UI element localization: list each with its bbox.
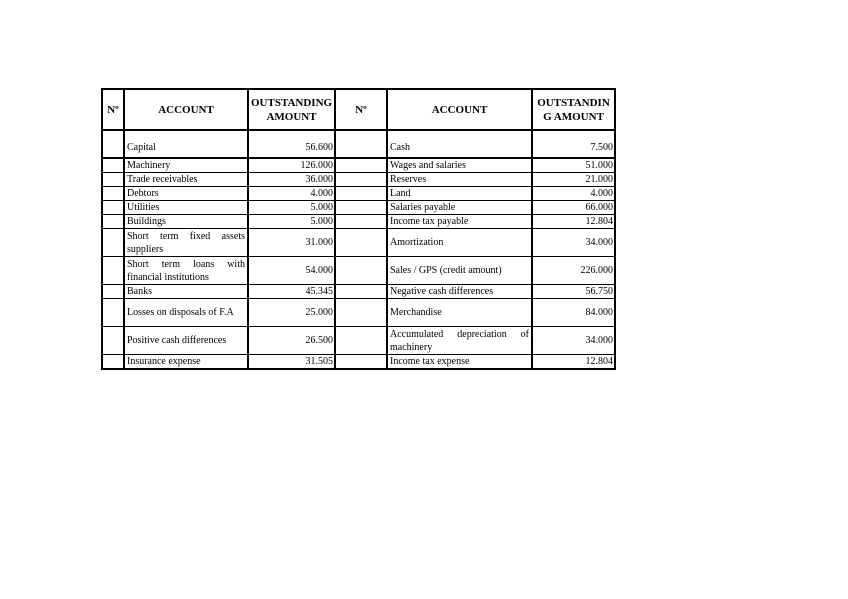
right-amount-cell: 34.000 (532, 327, 615, 355)
left-number-cell (102, 355, 124, 370)
table-row (102, 215, 615, 229)
left-account-cell: Insurance expense (124, 355, 248, 370)
table-row (102, 187, 615, 201)
accounts-balance-table (101, 88, 616, 370)
right-number-cell (335, 327, 387, 355)
left-number-cell (102, 229, 124, 257)
right-amount-cell: 12.804 (532, 215, 615, 229)
left-amount-cell: 5.000 (248, 201, 335, 215)
left-account-cell: Machinery (124, 158, 248, 173)
right-amount-cell: 84.000 (532, 299, 615, 327)
left-account-cell: Short term fixed assets suppliers (124, 229, 248, 257)
table-row (102, 327, 615, 355)
spacer-cell (102, 130, 124, 137)
right-account-cell: Amortization (387, 229, 532, 257)
table-row (102, 285, 615, 299)
right-amount-cell: 7.500 (532, 137, 615, 158)
left-account-cell: Positive cash differences (124, 327, 248, 355)
right-amount-cell: 51.000 (532, 158, 615, 173)
right-account-cell: Merchandise (387, 299, 532, 327)
left-amount-cell: 5.000 (248, 215, 335, 229)
right-number-cell (335, 229, 387, 257)
table-row (102, 173, 615, 187)
right-number-cell (335, 158, 387, 173)
left-amount-cell: 26.500 (248, 327, 335, 355)
right-amount-cell: 12.804 (532, 355, 615, 370)
right-account-cell: Cash (387, 137, 532, 158)
left-amount-cell: 56.600 (248, 137, 335, 158)
left-number-cell (102, 327, 124, 355)
spacer-cell (248, 130, 335, 137)
left-number-cell (102, 158, 124, 173)
right-account-cell: Reserves (387, 173, 532, 187)
spacer-cell (335, 130, 387, 137)
spacer-cell (387, 130, 532, 137)
left-amount-cell: 45.345 (248, 285, 335, 299)
left-amount-cell: 31.000 (248, 229, 335, 257)
right-account-cell: Salaries payable (387, 201, 532, 215)
left-amount-cell: 54.000 (248, 257, 335, 285)
right-number-cell (335, 137, 387, 158)
right-number-cell (335, 201, 387, 215)
left-number-cell (102, 201, 124, 215)
header-right-account: ACCOUNT (387, 89, 532, 130)
right-account-cell: Accumulated depreciation of machinery (387, 327, 532, 355)
left-amount-cell: 25.000 (248, 299, 335, 327)
header-left-number: Nº (102, 89, 124, 130)
left-amount-cell: 4.000 (248, 187, 335, 201)
left-number-cell (102, 257, 124, 285)
left-amount-cell: 31.505 (248, 355, 335, 370)
right-number-cell (335, 187, 387, 201)
right-number-cell (335, 215, 387, 229)
left-account-cell: Utilities (124, 201, 248, 215)
table-row (102, 299, 615, 327)
left-account-cell: Losses on disposals of F.A (124, 299, 248, 327)
left-account-cell: Buildings (124, 215, 248, 229)
left-account-cell: Short term loans with financial institutions (124, 257, 248, 285)
table-row (102, 158, 615, 173)
right-amount-cell: 21.000 (532, 173, 615, 187)
right-number-cell (335, 299, 387, 327)
right-account-cell: Income tax expense (387, 355, 532, 370)
right-amount-cell: 4.000 (532, 187, 615, 201)
spacer-cell (532, 130, 615, 137)
right-amount-cell: 66.000 (532, 201, 615, 215)
left-amount-cell: 36.000 (248, 173, 335, 187)
header-right-amount: OUTSTANDIN G AMOUNT (532, 89, 615, 130)
table-row (102, 201, 615, 215)
left-amount-cell: 126.000 (248, 158, 335, 173)
table-header-row (102, 89, 615, 130)
right-number-cell (335, 355, 387, 370)
right-account-cell: Income tax payable (387, 215, 532, 229)
left-number-cell (102, 215, 124, 229)
header-left-amount: OUTSTANDING AMOUNT (248, 89, 335, 130)
right-account-cell: Land (387, 187, 532, 201)
left-number-cell (102, 299, 124, 327)
right-account-cell: Negative cash differences (387, 285, 532, 299)
table-row (102, 137, 615, 158)
right-account-cell: Wages and salaries (387, 158, 532, 173)
left-number-cell (102, 137, 124, 158)
left-number-cell (102, 187, 124, 201)
right-amount-cell: 56.750 (532, 285, 615, 299)
right-number-cell (335, 285, 387, 299)
table-row (102, 257, 615, 285)
right-number-cell (335, 173, 387, 187)
header-left-account: ACCOUNT (124, 89, 248, 130)
left-account-cell: Banks (124, 285, 248, 299)
table-row (102, 355, 615, 370)
spacer-cell (124, 130, 248, 137)
right-account-cell: Sales / GPS (credit amount) (387, 257, 532, 285)
right-amount-cell: 34.000 (532, 229, 615, 257)
left-account-cell: Capital (124, 137, 248, 158)
right-amount-cell: 226.000 (532, 257, 615, 285)
left-number-cell (102, 285, 124, 299)
left-account-cell: Debtors (124, 187, 248, 201)
header-right-number: Nº (335, 89, 387, 130)
right-number-cell (335, 257, 387, 285)
left-account-cell: Trade receivables (124, 173, 248, 187)
header-spacer-row (102, 130, 615, 137)
left-number-cell (102, 173, 124, 187)
table-row (102, 229, 615, 257)
